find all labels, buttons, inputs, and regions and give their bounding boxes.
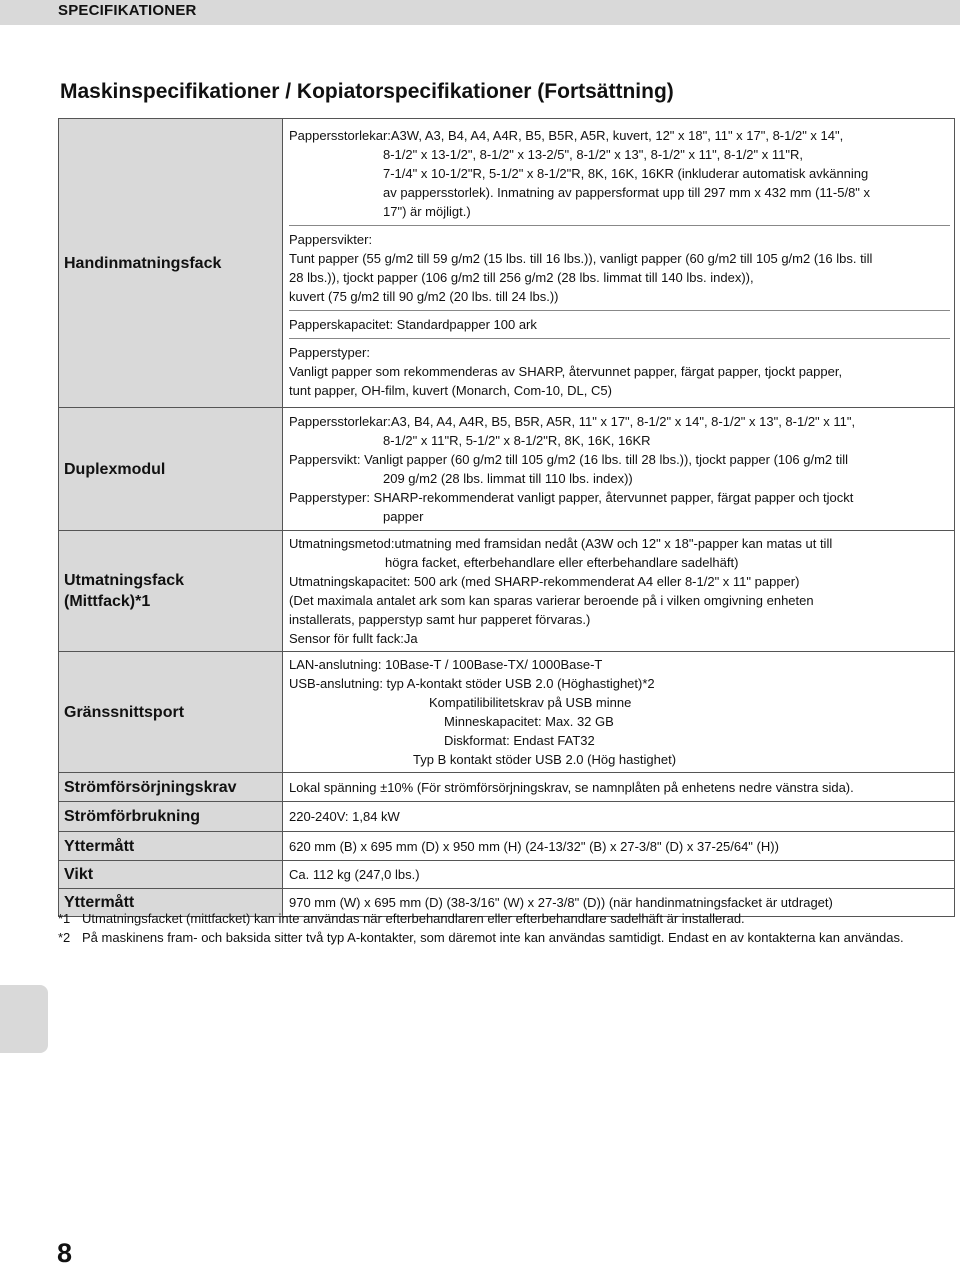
page-title: Maskinspecifikationer / Kopiatorspecifikationer (Fortsättning) xyxy=(60,80,674,103)
table-row xyxy=(59,531,955,652)
text-line: tunt papper, OH-film, kuvert (Monarch, Com-10, DL, C5) xyxy=(289,383,612,398)
text-line: Papperstyper: xyxy=(289,345,370,360)
text-line: installerats, papperstyp samt hur papperet förvaras.) xyxy=(289,612,591,627)
text-line: Diskformat: Endast FAT32 xyxy=(444,733,595,748)
text-line: 209 g/m2 (28 lbs. limmat till 110 lbs. index)) xyxy=(383,471,633,486)
row-value-utmatningsfack xyxy=(283,531,955,652)
footnote-mark: *1 xyxy=(58,911,71,926)
footnote-text: På maskinens fram- och baksida sitter två typ A-kontakter, som däremot inte kan användas samtidigt. Endast en av kontakterna kan användas. xyxy=(82,930,904,945)
text-line: av pappersstorlek). Inmatning av pappersformat upp till 297 mm x 432 mm (11-5/8" x xyxy=(383,185,871,200)
table-row xyxy=(59,119,955,408)
footnote-text: Utmatningsfacket (mittfacket) kan inte användas när efterbehandlaren eller efterbehandlare sadelhäft är installerad. xyxy=(82,911,745,926)
row-label-utmatningsfack xyxy=(59,531,283,652)
section-header-bar xyxy=(0,0,960,25)
row-value-yttermatt: 620 mm (B) x 695 mm (D) x 950 mm (H) (24-13/32" (B) x 27-3/8" (D) x 37-25/64" (H)) xyxy=(283,832,955,861)
row-value-handinmatningsfack xyxy=(283,119,955,408)
text-line: Vanligt papper som rekommenderas av SHARP, återvunnet papper, färgat papper, tjockt papper, xyxy=(289,364,843,379)
text-line: papper xyxy=(383,509,424,524)
paper-capacity-block xyxy=(289,310,950,338)
row-label-yttermatt-utdraget: Yttermått xyxy=(59,889,283,917)
row-value-vikt: Ca. 112 kg (247,0 lbs.) xyxy=(283,861,955,889)
table-row xyxy=(59,652,955,773)
footnote-mark: *2 xyxy=(58,930,71,945)
text-line: Pappersstorlekar:A3, B4, A4, A4R, B5, B5R, A5R, 11" x 17", 8-1/2" x 14", 8-1/2" x 13", 8-1/2" x 11", xyxy=(289,414,856,429)
text-line: högra facket, efterbehandlare eller efterbehandlare sadelhäft) xyxy=(385,555,739,570)
text-line: 7-1/4" x 10-1/2"R, 5-1/2" x 8-1/2"R, 8K, 16K, 16KR (inkluderar automatisk avkänning xyxy=(383,166,869,181)
label-line: (Mittfack)*1 xyxy=(64,593,151,610)
text-line: Papperskapacitet: Standardpapper 100 ark xyxy=(289,317,537,332)
table-row xyxy=(59,861,955,889)
text-line: Utmatningsmetod:utmatning med framsidan nedåt (A3W och 12" x 18"-papper kan matas ut till xyxy=(289,536,833,551)
text-line: Papperstyper: SHARP-rekommenderat vanligt papper, återvunnet papper, färgat papper och tjockt xyxy=(289,490,854,505)
row-value-yttermatt-utdraget: 970 mm (W) x 695 mm (D) (38-3/16" (W) x 27-3/8" (D)) (när handinmatningsfacket är utdraget) xyxy=(283,889,955,917)
text-line: Pappersstorlekar:A3W, A3, B4, A4, A4R, B5, B5R, A5R, kuvert, 12" x 18", 11" x 17", 8-1/2" x 14", xyxy=(289,128,844,143)
spec-table xyxy=(58,118,955,917)
section-header-title: SPECIFIKATIONER xyxy=(58,2,197,19)
text-line: Sensor för fullt fack:Ja xyxy=(289,631,418,646)
text-line: 17") är möjligt.) xyxy=(383,204,471,219)
row-label-duplexmodul: Duplexmodul xyxy=(59,408,283,531)
row-label-granssnittsport: Gränssnittsport xyxy=(59,652,283,773)
paper-types-block xyxy=(289,338,950,404)
text-line: 28 lbs.)), tjockt papper (106 g/m2 till 256 g/m2 (28 lbs. limmat till 140 lbs. index)), xyxy=(289,270,754,285)
label-line: Utmatningsfack xyxy=(64,572,185,589)
table-row xyxy=(59,802,955,832)
row-label-yttermatt: Yttermått xyxy=(59,832,283,861)
row-label-handinmatningsfack: Handinmatningsfack xyxy=(59,119,283,408)
text-line: USB-anslutning: typ A-kontakt stöder USB 2.0 (Höghastighet)*2 xyxy=(289,676,655,691)
page-number: 8 xyxy=(57,1238,73,1268)
text-line: Utmatningskapacitet: 500 ark (med SHARP-rekommenderat A4 eller 8-1/2" x 11" papper) xyxy=(289,574,800,589)
text-line: Typ B kontakt stöder USB 2.0 (Hög hastighet) xyxy=(413,752,677,767)
text-line: (Det maximala antalet ark som kan sparas varierar beroende på i vilken omgivning enheten xyxy=(289,593,814,608)
row-label-vikt: Vikt xyxy=(59,861,283,889)
footnote-1 xyxy=(58,909,955,928)
row-value-stromforbrukning: 220-240V: 1,84 kW xyxy=(283,802,955,832)
row-value-stromforsorjningskrav: Lokal spänning ±10% (För strömförsörjningskrav, se namnplåten på enhetens nedre vänstra sida). xyxy=(283,773,955,802)
row-value-granssnittsport xyxy=(283,652,955,773)
text-line: 8-1/2" x 11"R, 5-1/2" x 8-1/2"R, 8K, 16K, 16KR xyxy=(383,433,651,448)
text-line: Kompatilibilitetskrav på USB minne xyxy=(429,695,632,710)
table-row xyxy=(59,832,955,861)
text-line: kuvert (75 g/m2 till 90 g/m2 (20 lbs. till 24 lbs.)) xyxy=(289,289,559,304)
paper-sizes-block xyxy=(289,122,950,225)
paper-weights-block xyxy=(289,225,950,310)
text-line: Pappersvikter: xyxy=(289,232,373,247)
text-line: Pappersvikt: Vanligt papper (60 g/m2 till 105 g/m2 (16 lbs. till 28 lbs.)), tjockt papper (106 g/m2 till xyxy=(289,452,849,467)
row-value-duplexmodul xyxy=(283,408,955,531)
row-label-stromforbrukning: Strömförbrukning xyxy=(59,802,283,832)
table-row xyxy=(59,408,955,531)
text-line: 8-1/2" x 13-1/2", 8-1/2" x 13-2/5", 8-1/2" x 13", 8-1/2" x 11", 8-1/2" x 11"R, xyxy=(383,147,803,162)
text-line: LAN-anslutning: 10Base-T / 100Base-TX/ 1000Base-T xyxy=(289,657,603,672)
table-row xyxy=(59,773,955,802)
footnotes xyxy=(58,909,955,947)
footnote-2 xyxy=(58,928,955,947)
chapter-tab xyxy=(0,985,48,1053)
text-line: Tunt papper (55 g/m2 till 59 g/m2 (15 lbs. till 16 lbs.)), vanligt papper (60 g/m2 till 105 g/m2 (16 lbs. till xyxy=(289,251,873,266)
text-line: Minneskapacitet: Max. 32 GB xyxy=(444,714,614,729)
row-label-stromforsorjningskrav: Strömförsörjningskrav xyxy=(59,773,283,802)
